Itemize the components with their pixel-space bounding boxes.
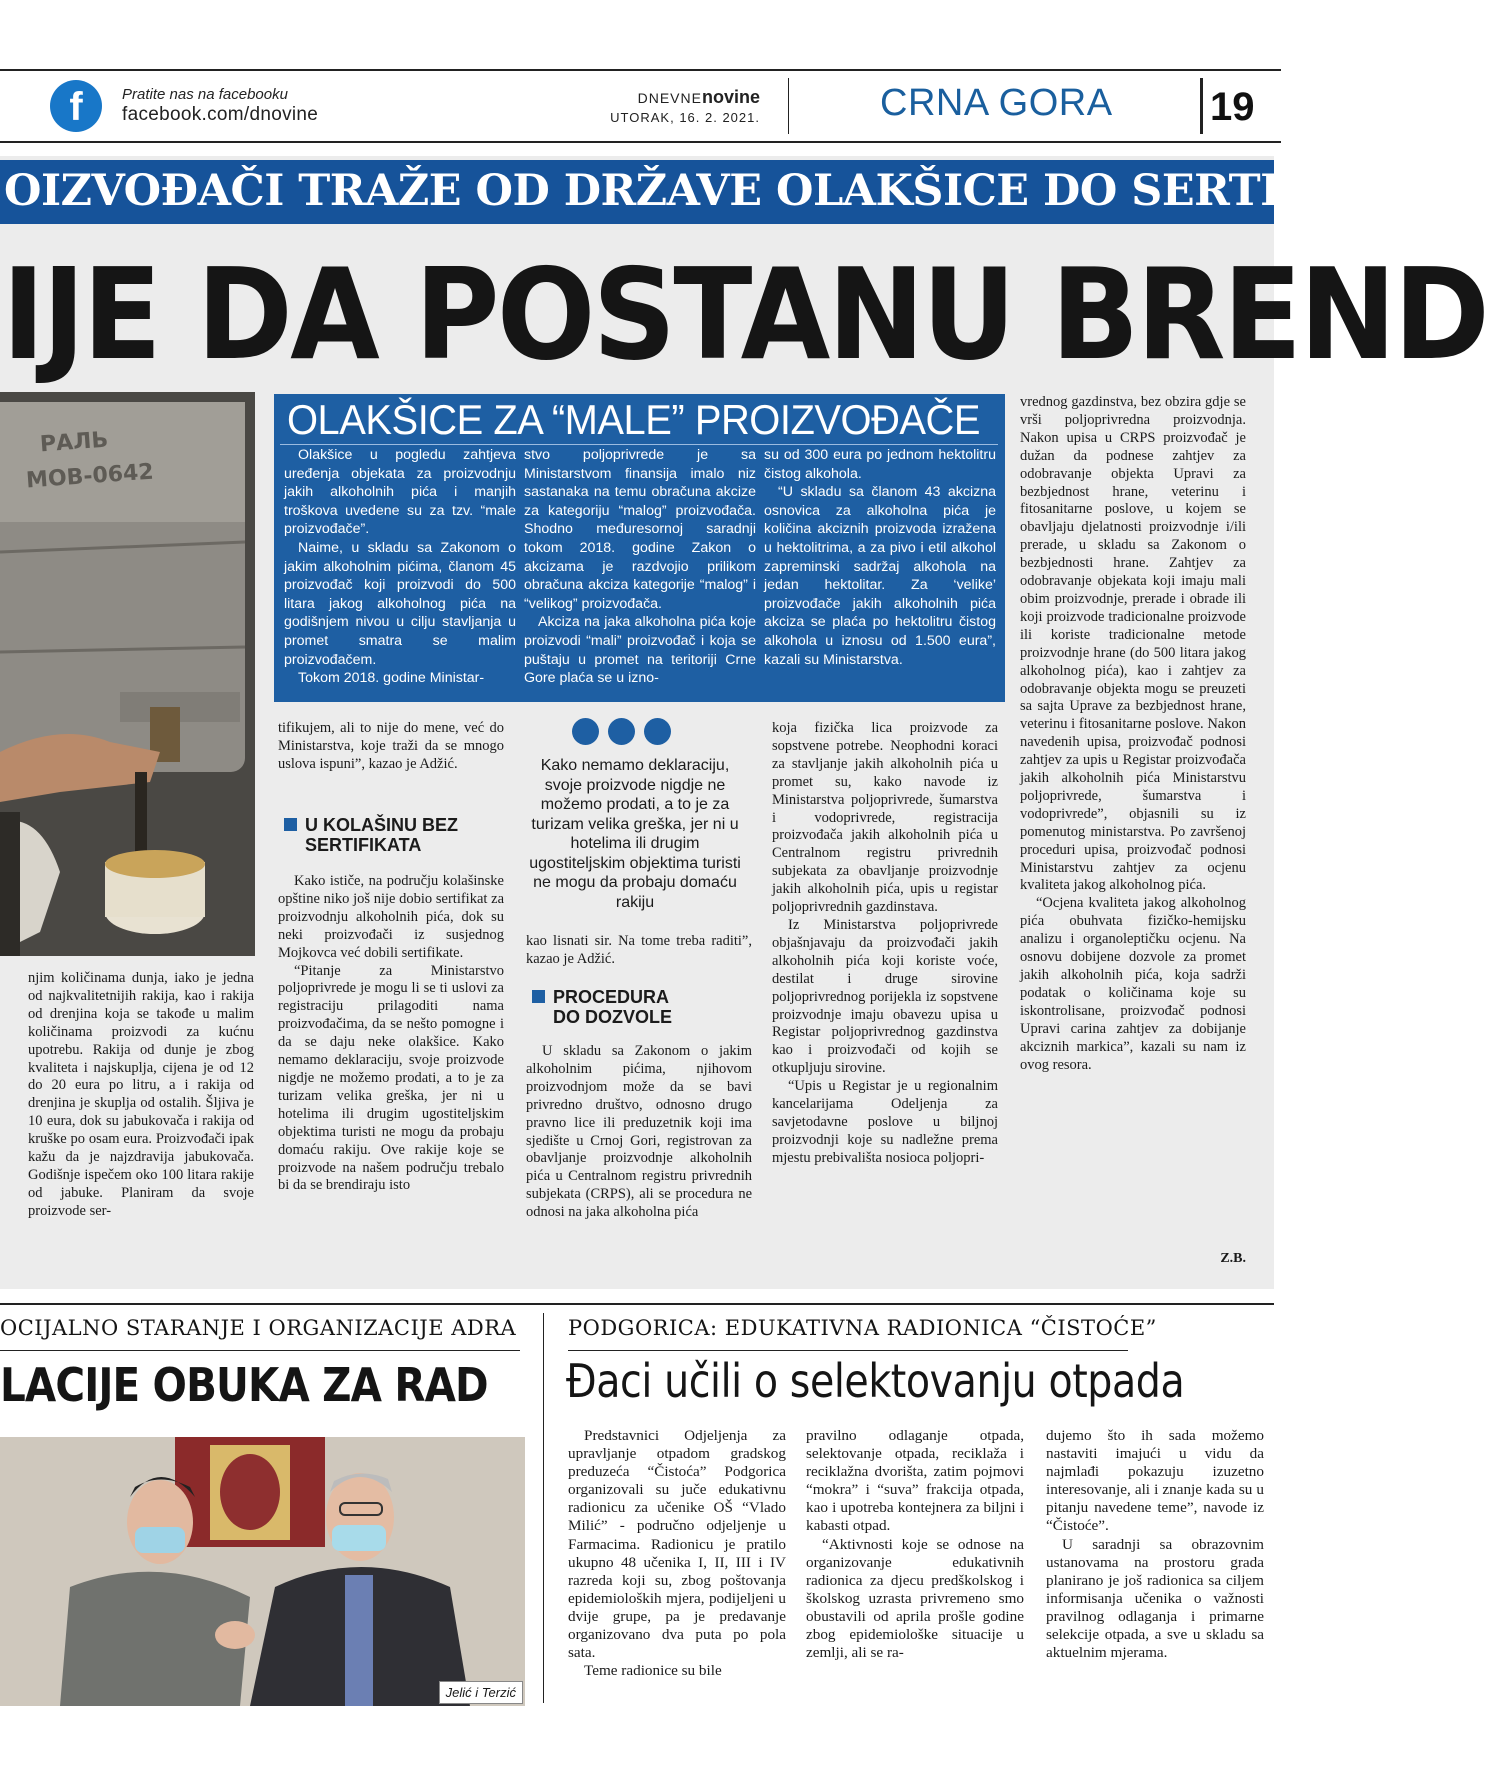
bottom-paragraph: dujemo što ih sada možemo nastaviti imajući u vidu da najmlađi pokazuju izuzetno interesovanje, ali i znanje kada su u pitanju navedene teme”, navode iz “Čistoće”. <box>1046 1427 1264 1535</box>
article-paragraph: “Pitanje za Ministarstvo poljoprivrede je mogu li se ti uslovi za registraciju prilagoditi nama proizvođačima, da se nešto pomogne i da se daju neke olakšice. Kako nemamo deklaraciju, svoje proizvode nigdje ne možemo prodati, a to je za turizam velika greška, jer ni u hotelima ili drugim ugostiteljskim objektima turisti ne mogu da probaju domaću rakiju. Ove rakije koje se proizvode na našem području trebalo bi da se brendiraju isto <box>278 962 504 1194</box>
logo-bold: novine <box>701 87 760 107</box>
subhead-square-icon <box>284 818 297 831</box>
info-box-col-1 <box>284 446 516 688</box>
main-headline: IJE DA POSTANU BREND <box>1 241 1487 388</box>
page-number-divider <box>1200 78 1203 134</box>
pull-quote: Kako nemamo deklaraciju, svoje proizvode nigdje ne možemo prodati, a to je za turizam velika greška, jer ni u hotelima ili drugim ugostiteljskim objektima turisti ne mogu da probaju domaću rakiju <box>529 757 741 911</box>
article-col-5 <box>1020 394 1246 1074</box>
handshake-photo <box>0 1437 525 1706</box>
bottom-paragraph: U saradnji sa obrazovnim ustanovama na prostoru grada planirano je još radionica sa ciljem informisanja učenika o važnosti pravilnog odlaganja i primarne selekcije otpada, a sve u skladu sa aktuelnim mjerama. <box>1046 1535 1264 1662</box>
bottom-right-headline: Đaci učili o selektovanju otpada <box>566 1354 1185 1408</box>
bottom-paragraph: Teme radionice su bile <box>584 1662 722 1680</box>
article-col-4 <box>772 720 998 1168</box>
subhead-kolasin-line2: SERTIFIKATA <box>305 835 422 855</box>
bottom-right-col-2 <box>806 1427 1024 1662</box>
article-paragraph: U skladu sa Zakonom o jakim alkoholnim pićima, njihovom proizvodnjom može da se bavi privredno društvo, odnosno drugo pravno lice ili preduzetnik koji ima sjedište u Crnoj Gori, registrovan za obavljanje proizvodnje alkoholnih pića u Centralnom registru privrednih subjekata (CRPS), ali se procedura ne odnosi na jaka alkoholna pića <box>526 1043 752 1221</box>
main-kicker: OIZVOĐAČI TRAŽE OD DRŽAVE OLAKŠICE DO SERTIFIKATA <box>0 160 1274 224</box>
handshake-illustration <box>0 1437 525 1706</box>
bottom-right-col-1 <box>568 1427 786 1680</box>
info-box-rule <box>280 444 998 445</box>
bottom-left-kicker: OCIJALNO STARANJE I ORGANIZACIJE ADRA <box>0 1316 517 1340</box>
article-paragraph: koja fizička lica proizvode za sopstvene potrebe. Neophodni koraci za stavljanje jakih alkoholnih pića u promet su, kako navode iz Ministarstva poljoprivrede, šumarstva i vodoprivrede, registracija proizvođača jakih alkoholnih pića u Centralnom registru privrednih subjekata za obavljanje proizvodnje jakih alkoholnih pića, upis u registar poljoprivrednih gazdinstava. <box>772 720 998 916</box>
article-col-3 <box>526 1043 752 1222</box>
info-box-paragraph: Naime, u skladu sa Zakonom o jakim alkoholnim pićima, članom 45 proizvođač koji proizvodi do 500 litara jakog alkoholnog pića na godišnjem nivou u cilju stavljanja u promet smatra se malim proizvođačem. <box>284 539 516 668</box>
header-top-rule <box>0 69 1281 71</box>
bottom-paragraph: Predstavnici Odjeljenja za upravljanje otpadom gradskog preduzeća “Čistoća” Podgorica organizovali su juče edukativnu radionicu za učenike OŠ “Vlado Milić” - područno odjeljenje u Farmacima. Radionicu je pratilo ukupno 48 učenika I, II, III i IV razreda koji su, zbog poštovanja epidemioloških mjera, podijeljeni u dvije grupe, pa je predavanje organizovano dva puta po pola sata. <box>568 1427 786 1662</box>
decor-dot-2 <box>608 718 635 745</box>
subhead-kolasin <box>284 815 504 855</box>
bottom-right-rule <box>568 1350 1128 1351</box>
info-box <box>274 394 1005 702</box>
article-paragraph: Iz Ministarstva poljoprivrede objašnjavaju da proizvođači jakih alkoholnih pića koji koriste voće, destilat i druge sirovine poljoprivrednog porijekla iz sopstvene proizvodnje imaju obavezu upisa u Registar poljoprivrednog gazdinstva kao i proizvođači od kojih se otkupljuju sirovine. <box>772 916 998 1077</box>
subhead-kolasin-line1: U KOLAŠINU BEZ <box>305 815 458 835</box>
article-col-1 <box>28 970 254 1221</box>
bottom-paragraph: pravilno odlaganje otpada, selektovanje otpada, reciklaža i reciklažna dvorišta, zatim pojmovi “mokra” i “suva” frakcija otpada, kao i upotreba kontejnera za biljni i kabasti otpad. <box>806 1427 1024 1535</box>
info-box-paragraph: “U skladu sa članom 43 akcizna osnovica za alkoholna pića je količina akciznih proizvoda izražena u hektolitrima, a za pivo i etil alkohol zapreminski sadržaj alkohola na jedan hektolitar. Za ‘velike’ proizvođače jakih alkoholnih pića akciza se plaća po hektolitru čistog alkohola u iznosu od 1.500 eura”, kazali su Ministarstva. <box>764 484 996 668</box>
section-title: CRNA GORA <box>880 82 1113 124</box>
bottom-left-headline-wrap <box>0 1358 525 1428</box>
article-paragraph: tifikujem, ali to nije do mene, već do Ministarstva, koje traži da se mnogo uslova ispuni”, kazao je Adžić. <box>278 720 504 772</box>
newspaper-logo <box>620 87 760 108</box>
photo-marking-2: МОВ-0642 <box>25 459 155 494</box>
photo-caption: Jelić i Terzić <box>439 1681 523 1704</box>
author-signature: Z.B. <box>1220 1251 1246 1266</box>
facebook-icon[interactable] <box>50 80 102 132</box>
subhead-square-icon <box>532 990 545 1003</box>
article-paragraph: kao lisnati sir. Na tome treba raditi”, kazao je Adžić. <box>526 933 752 967</box>
info-box-paragraph: Akciza na jaka alkoholna pića koje proizvodi “mali” proizvođač i koja se puštaju u promet na teritoriji Crne Gore plaća se u izno- <box>524 614 756 687</box>
bottom-right-headline-wrap <box>566 1354 1276 1420</box>
article-paragraph: njim količinama dunja, iako je jedna od najkvalitetnijih rakija, kao i rakija od drenjina koja se takođe u malim količinama proizvodi za kućnu upotrebu. Rakija od dunje je zbog kvaliteta i najskuplja, cijena je od 12 do 20 eura po litru, a i rakija od drenjina je skuplja od ostalih. Šljiva je 10 eura, dok su jabukovača i rakija od kruške po osam eura. Proizvođači ipak kažu da je najzdravija jabukovača. Godišnje ispečem oko 100 litara rakije od jabuke. Planiram da svoje proizvode ser- <box>28 970 254 1219</box>
bottom-right-col-3 <box>1046 1427 1264 1662</box>
facebook-prompt: Pratite nas na facebooku <box>122 86 288 103</box>
info-box-title: OLAKŠICE ZA “MALE” PROIZVOĐAČE <box>287 396 981 443</box>
info-box-paragraph: stvo poljoprivrede je sa Ministarstvom finansija imalo niz sastanaka na temu obračuna akcize za kategoriju “malog” proizvođača. Shodno međuresornoj saradnji tokom 2018. godine Zakon o akcizama je razdvojio prilikom obračuna akciza kategorije “malog” i “velikog” proizvođača. <box>524 447 756 612</box>
bottom-paragraph: “Aktivnosti koje se odnose na organizovanje edukativnih radionica za djecu predškolskog i školskog uzrasta privremeno smo obustavili od aprila prošle godine zbog epidemiološke situacije u zemlji, ali se ra- <box>806 1535 1024 1662</box>
bottom-left-rule <box>0 1350 520 1351</box>
header-bottom-rule <box>0 141 1281 143</box>
article-paragraph: Kako ističe, na području kolašinske opštine niko još nije dobio sertifikat za proizvodnju alkoholnih pića, dok su neki proizvođači iz susjednog Mojkovca već dobili sertifikate. <box>278 873 504 961</box>
article-paragraph: “Upis u Registar je u regionalnim kancelarijama Odeljenja za savjetodavne poslove u biljnoj proizvodnji koje su nadležne prema mjestu prebivališta nosioca poljopri- <box>772 1078 998 1166</box>
photo-marking-1: РАЛЬ <box>39 427 109 458</box>
bottom-left-headline: LACIJE OBUKA ZA RAD <box>0 1358 488 1412</box>
logo-light: DNEVNE <box>637 90 702 106</box>
subhead-procedura <box>532 987 752 1027</box>
page-number: 19 <box>1210 85 1255 129</box>
info-box-col-2 <box>524 446 756 688</box>
decor-dot-1 <box>572 718 599 745</box>
article-col-2 <box>278 873 504 1195</box>
info-box-title-wrap <box>287 396 997 450</box>
article-col-3-top <box>526 933 752 969</box>
info-box-paragraph: su od 300 eura po jednom hektolitru čistog alkohola. <box>764 447 996 482</box>
decor-dot-3 <box>644 718 671 745</box>
info-box-col-3 <box>764 446 996 669</box>
main-headline-wrap <box>0 241 1487 395</box>
rakija-still-photo <box>0 392 255 956</box>
info-box-paragraph: Tokom 2018. godine Ministar- <box>298 670 485 687</box>
header-divider <box>788 78 789 134</box>
article-paragraph: “Ocjena kvaliteta jakog alkoholnog pića obuhvata fizičko-hemijsku analizu i organoleptičku ocjenu. Na osnovu dobijene dozvole za promet jakih alkoholnih pića, koja sadrži podatak o količinama koje su iskontrolisane, proizvođač podnosi Upravi carina zahtjev za dobijanje akciznih markica”, kazali su nam iz ovog resora. <box>1020 895 1246 1073</box>
article-paragraph: vrednog gazdinstva, bez obzira gdje se vrši poljoprivredna proizvodnja. Nakon upisa u CRPS proizvođač je dužan da podnese zahtjev za odobravanje objekta Upravi za bezbjednost hrane, veterinu i fitosanitarne poslove, u kojem se obavljaju djelatnosti proizvodnje i/ili prerade, u skladu sa Zakonom o bezbjednosti hrane. Zahtjev za odobravanje objekata koji imaju mali obim proizvodnje, prerade i obrade ili koji proizvode tradicionalne proizvode ili koriste tradicionalne metode proizvodnje hrane (do 500 litara jakog alkoholnog pića), kao i zahtjev za odobravanje objekta mogu se preuzeti sa sajta Uprave za bezbjednost hrane, veterinu i fitosanitarne poslove. Nakon navedenih upisa, proizvođač podnosi zahtjev za upis u Registar proizvođača jakih alkoholnih pića Ministarstvu poljoprivrede, šumarstva i vodoprivrede”, objasnili su iz pomenutog ministarstva. Po završenoj proceduri upisa, proizvođač podnosi Ministarstvu zahtjev za ocjenu kvaliteta jakog alkoholnog pića. <box>1020 394 1246 894</box>
bottom-column-divider <box>543 1313 544 1703</box>
bottom-right-kicker: PODGORICA: EDUKATIVNA RADIONICA “ČISTOĆE” <box>568 1316 1157 1340</box>
facebook-icon-glyph: f <box>69 85 83 129</box>
subhead-procedura-line1: PROCEDURA <box>553 987 670 1007</box>
facebook-url[interactable]: facebook.com/dnovine <box>122 104 319 125</box>
info-box-paragraph: Olakšice u pogledu zahtjeva uređenja objekata za proizvodnju jakih alkoholnih pića i manjih troškova uvedene su za tzv. “male proizvođače”. <box>284 447 516 538</box>
bottom-top-rule <box>0 1303 1274 1305</box>
article-col-2-top <box>278 720 504 774</box>
issue-date: UTORAK, 16. 2. 2021. <box>610 110 760 125</box>
subhead-procedura-line2: DO DOZVOLE <box>553 1007 673 1027</box>
